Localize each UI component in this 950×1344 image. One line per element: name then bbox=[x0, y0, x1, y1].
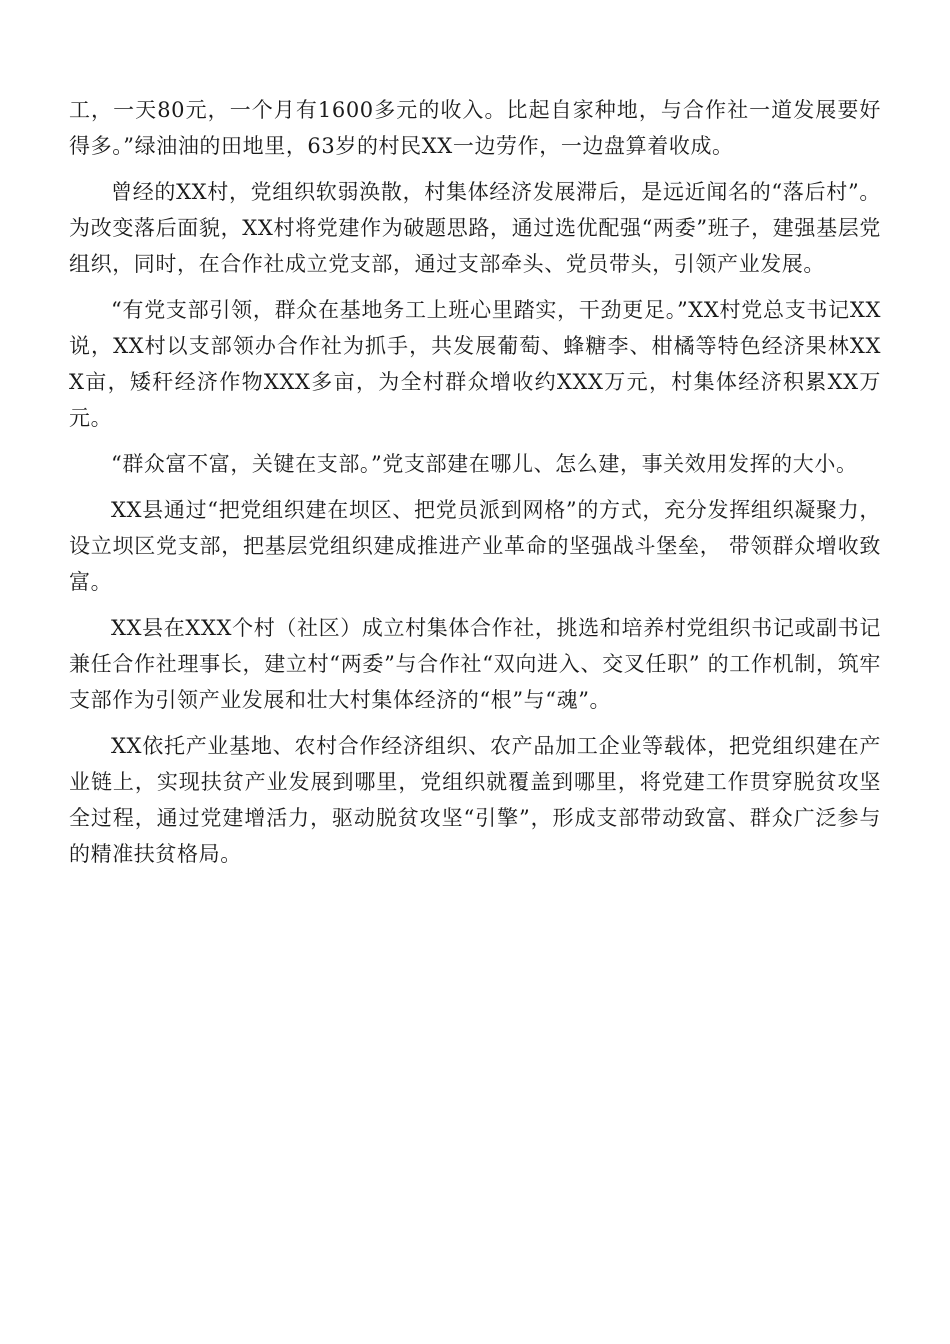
paragraph-6: XX县在XXX个村（社区）成立村集体合作社，挑选和培养村党组织书记或副书记兼任合作社理事长，建立村“两委”与合作社“双向进入、交叉任职” 的工作机制，筑牢支部作为引领产业发展和壮大村集体经济的“根”与“魂”。 bbox=[69, 616, 881, 712]
paragraph-2: 曾经的XX村，党组织软弱涣散，村集体经济发展滞后，是远近闻名的“落后村”。为改变落后面貌，XX村将党建作为破题思路，通过选优配强“两委”班子，建强基层党组织，同时，在合作社成立党支部，通过支部牵头、党员带头，引领产业发展。 bbox=[69, 180, 881, 276]
paragraph-7: XX依托产业基地、农村合作经济组织、农产品加工企业等载体，把党组织建在产业链上，实现扶贫产业发展到哪里，党组织就覆盖到哪里，将党建工作贯穿脱贫攻坚全过程，通过党建增活力，驱动脱贫攻坚“引擎”，形成支部带动致富、群众广泛参与的精准扶贫格局。 bbox=[69, 734, 881, 866]
paragraph-5: XX县通过“把党组织建在坝区、把党员派到网格”的方式，充分发挥组织凝聚力，设立坝区党支部，把基层党组织建成推进产业革命的坚强战斗堡垒， 带领群众增收致富。 bbox=[69, 498, 881, 594]
paragraph-1: 工，一天80元，一个月有1600多元的收入。比起自家种地，与合作社一道发展要好得多。”绿油油的田地里，63岁的村民XX一边劳作，一边盘算着收成。 bbox=[69, 98, 881, 158]
paragraph-4: “群众富不富，关键在支部。”党支部建在哪儿、怎么建，事关效用发挥的大小。 bbox=[111, 452, 858, 476]
paragraph-3: “有党支部引领，群众在基地务工上班心里踏实，干劲更足。”XX村党总支书记XX说，XX村以支部领办合作社为抓手，共发展葡萄、蜂糖李、柑橘等特色经济果林XXX亩，矮秆经济作物XXX多亩，为全村群众增收约XXX万元，村集体经济积累XX万元。 bbox=[69, 298, 881, 430]
